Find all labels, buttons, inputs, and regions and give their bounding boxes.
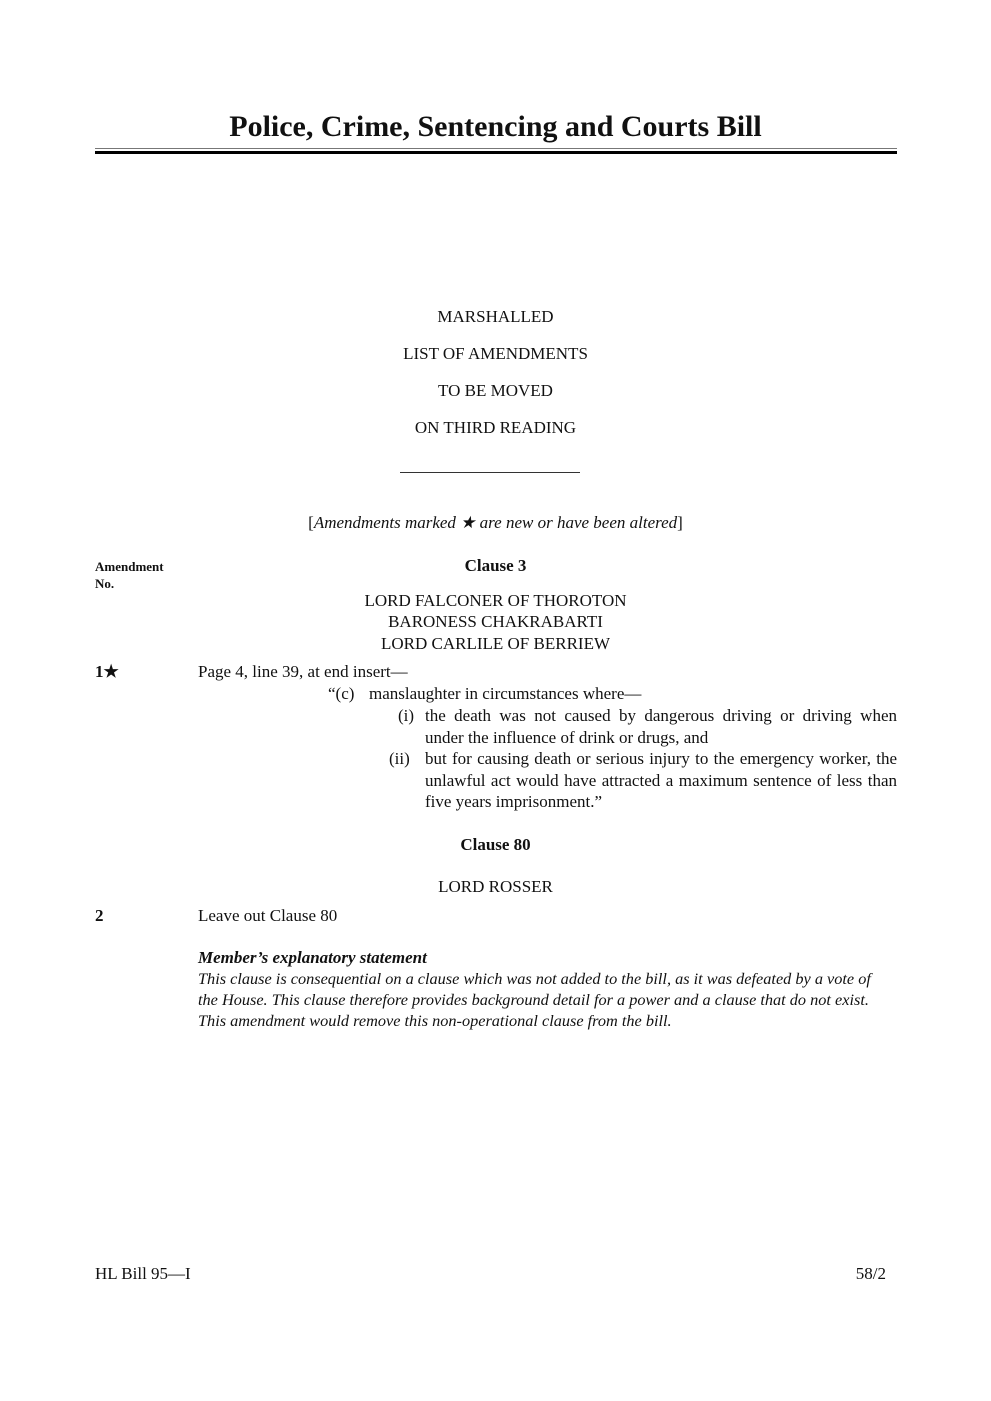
subparagraph-text: but for causing death or serious injury to the emergency worker, the unlawful act would have attracted a maximum sentence of less than five years imprisonment.” xyxy=(425,749,897,812)
footer-bill-number: HL Bill 95—I xyxy=(95,1264,191,1283)
note-bracket: [ xyxy=(308,513,314,532)
amendment-number: 1★ xyxy=(95,662,119,681)
explanatory-statement-text: This clause is consequential on a clause which was not added to the bill, as it was defeated by a vote of the House. This clause therefore provides background detail for a power and a clause that do not exist. This amendment would remove this non-operational clause from the bill. xyxy=(198,969,871,1030)
member-name: BARONESS CHAKRABARTI xyxy=(388,612,603,631)
paragraph-text: manslaughter in circumstances where— xyxy=(369,684,642,703)
note-bracket: ] xyxy=(677,513,683,532)
amendments-note xyxy=(0,512,991,534)
heading-line: LIST OF AMENDMENTS xyxy=(403,344,588,363)
subparagraph-label: (ii) xyxy=(389,749,410,768)
column-header-amendment: Amendment xyxy=(95,559,164,574)
bill-title: Police, Crime, Sentencing and Courts Bill xyxy=(229,110,762,143)
amendment-number: 2 xyxy=(95,906,104,925)
amendment-instruction: Page 4, line 39, at end insert— xyxy=(198,662,408,681)
column-header-no: No. xyxy=(95,576,115,591)
explanatory-statement-heading: Member’s explanatory statement xyxy=(198,948,427,967)
heading-line: MARSHALLED xyxy=(437,307,554,326)
note-text: Amendments marked ★ are new or have been altered xyxy=(313,513,678,532)
title-rule-thin xyxy=(95,148,897,149)
title-rule-thick xyxy=(95,151,897,154)
subparagraph-text: the death was not caused by dangerous driving or driving when under the influence of drink or drugs, and xyxy=(425,706,897,747)
heading-line: TO BE MOVED xyxy=(438,381,553,400)
amendment-instruction: Leave out Clause 80 xyxy=(198,906,338,925)
clause-heading: Clause 3 xyxy=(464,556,527,575)
subparagraph-label: (i) xyxy=(398,706,415,725)
member-name: LORD ROSSER xyxy=(438,877,553,896)
member-name: LORD CARLILE OF BERRIEW xyxy=(380,634,611,653)
footer-page-ref: 58/2 xyxy=(855,1264,886,1283)
heading-line: ON THIRD READING xyxy=(414,418,577,437)
separator-rule xyxy=(400,472,580,473)
member-name: LORD FALCONER OF THOROTON xyxy=(364,591,627,610)
clause-heading: Clause 80 xyxy=(460,835,531,854)
paragraph-label: “(c) xyxy=(328,684,355,703)
